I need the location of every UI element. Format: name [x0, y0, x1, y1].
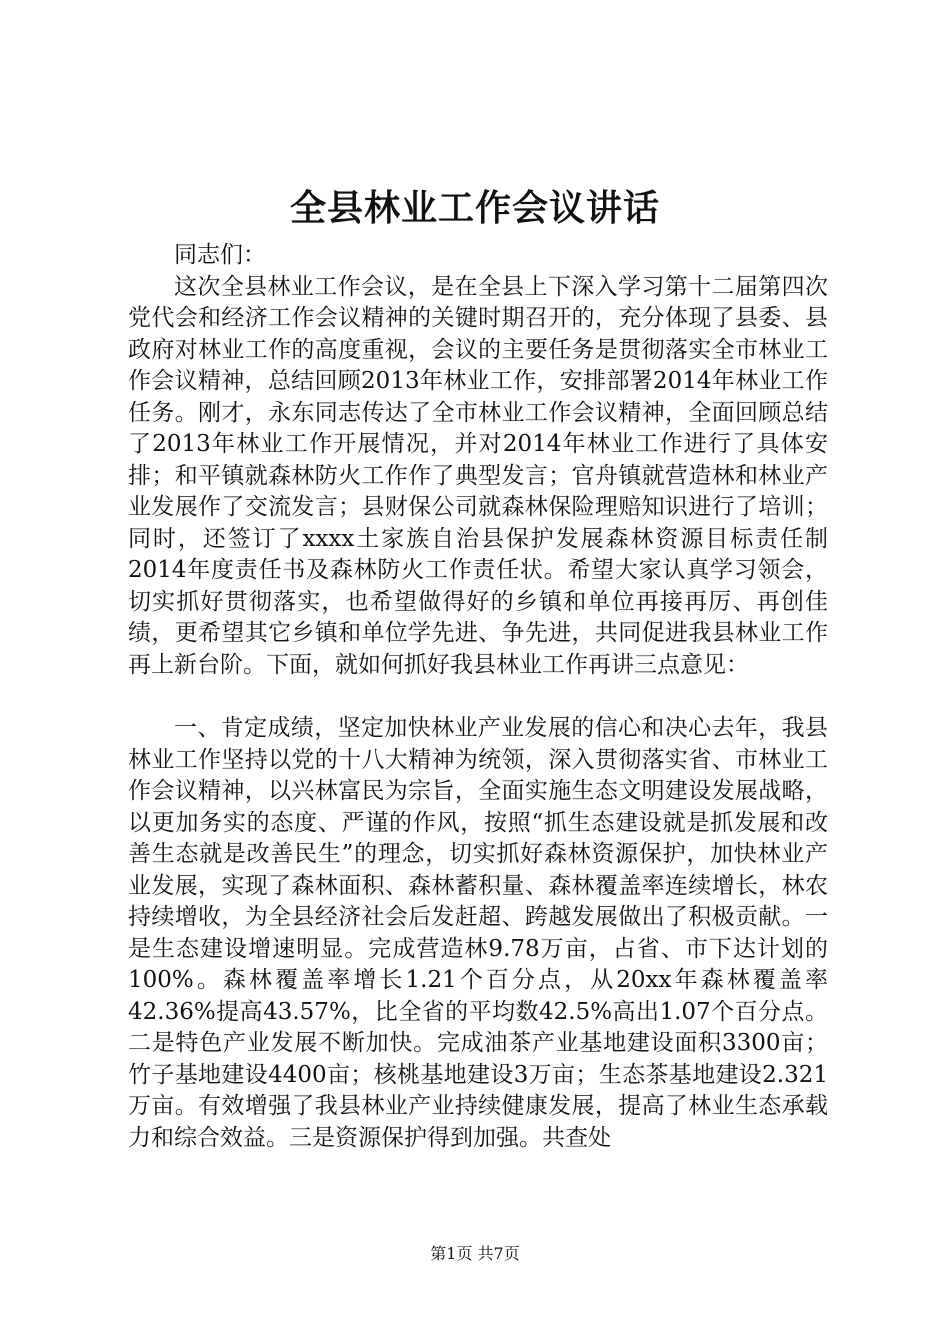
document-body — [128, 240, 828, 1154]
paragraph-spacer — [128, 681, 828, 713]
document-title: 全县林业工作会议讲话 — [289, 187, 660, 229]
paragraph-opening: 这次全县林业工作会议，是在全县上下深入学习第十二届第四次党代会和经济工作会议精神的关键时期召开的，充分体现了县委、县政府对林业工作的高度重视，会议的主要任务是贯彻落实全市林业工作会议精神，总结回顾2013年林业工作，安排部署2014年林业工作任务。刚才，永东同志传达了全市林业工作会议精神，全面回顾总结了2013年林业工作开展情况，并对2014年林业工作进行了具体安排；和平镇就森林防火工作作了典型发言；官舟镇就营造林和林业产业发展作了交流发言；县财保公司就森林保险理赔知识进行了培训；同时，还签订了xxxx土家族自治县保护发展森林资源目标责任制2014年度责任书及森林防火工作责任状。希望大家认真学习领会，切实抓好贯彻落实，也希望做得好的乡镇和单位再接再厉、再创佳绩，更希望其它乡镇和单位学先进、争先进，共同促进我县林业工作再上新台阶。下面，就如何抓好我县林业工作再讲三点意见： — [128, 273, 828, 678]
page-number-footer: 第1页 共7页 — [430, 1244, 520, 1263]
paragraph-section-one: 一、肯定成绩，坚定加快林业产业发展的信心和决心去年，我县林业工作坚持以党的十八大精神为统领，深入贯彻落实省、市林业工作会议精神，以兴林富民为宗旨，全面实施生态文明建设发展战略，以更加务实的态度、严谨的作风，按照“抓生态建设就是抓发展和改善生态就是改善民生”的理念，切实抓好森林资源保护，加快林业产业发展，实现了森林面积、森林蓄积量、森林覆盖率连续增长，林农持续增收，为全县经济社会后发赶超、跨越发展做出了积极贡献。一是生态建设增速明显。完成营造林9.78万亩，占省、市下达计划的100%。森林覆盖率增长1.21个百分点，从20xx年森林覆盖率42.36%提高43.57%，比全省的平均数42.5%高出1.07个百分点。二是特色产业发展不断加快。完成油茶产业基地建设面积3300亩；竹子基地建设4400亩；核桃基地建设3万亩；生态茶基地建设2.321万亩。有效增强了我县林业产业持续健康发展，提高了林业生态承载力和综合效益。三是资源保护得到加强。共查处 — [128, 715, 828, 1151]
salutation: 同志们： — [174, 242, 266, 268]
